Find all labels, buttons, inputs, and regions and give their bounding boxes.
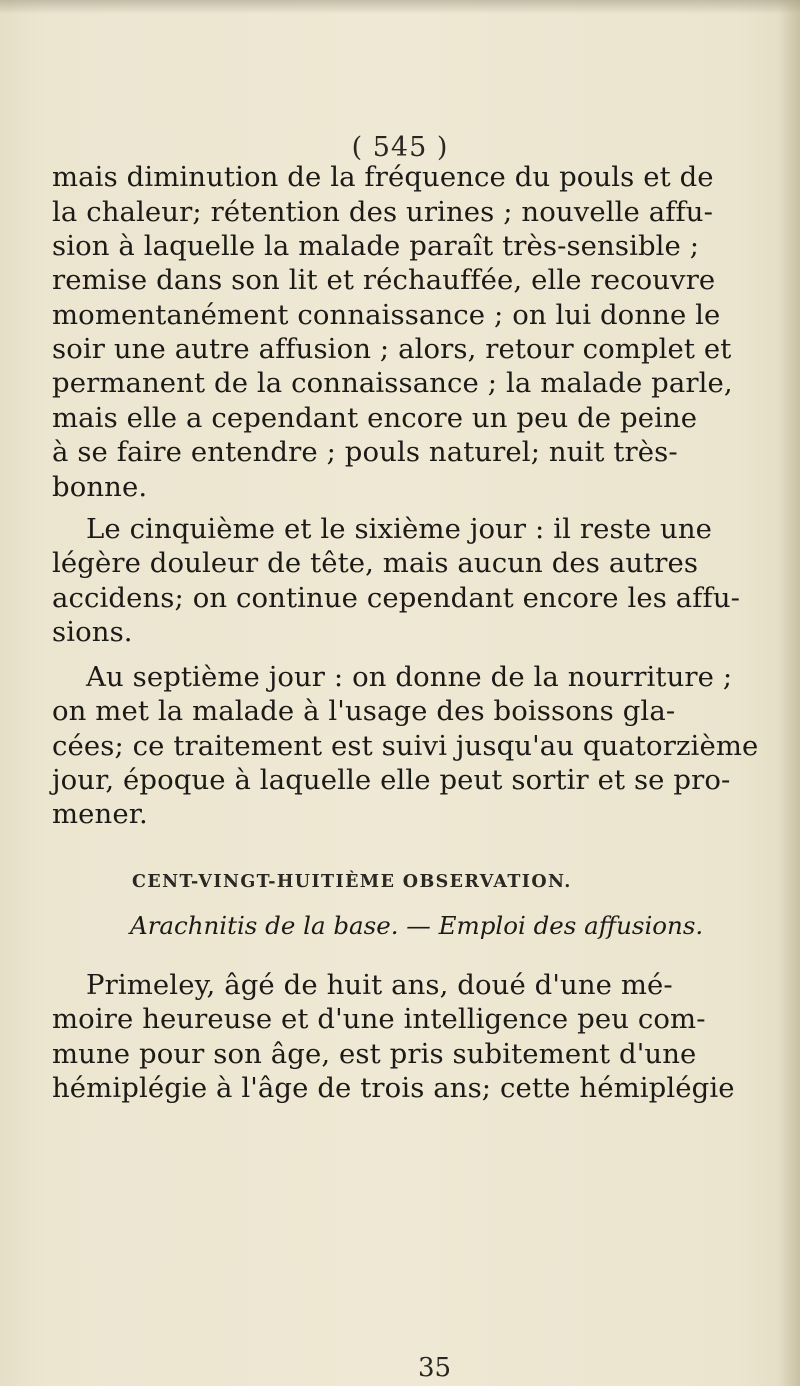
- text-line: momentanément connaissance ; on lui donne le: [52, 299, 721, 331]
- text-line: Au septième jour : on donne de la nourriture ;: [86, 661, 733, 693]
- text-line: sion à laquelle la malade paraît très-sensible ;: [52, 230, 700, 262]
- text-line: Le cinquième et le sixième jour : il reste une: [86, 513, 713, 545]
- text-line: sions.: [52, 616, 133, 648]
- text-line: bonne.: [52, 471, 148, 503]
- text-line: jour, époque à laquelle elle peut sortir et se pro-: [52, 764, 731, 796]
- text-line: accidens; on continue cependant encore les affu-: [52, 582, 741, 614]
- page-top-shadow: [0, 0, 800, 14]
- section-heading: CENT-VINGT-HUITIÈME OBSERVATION.: [132, 872, 572, 892]
- text-line: on met la malade à l'usage des boissons gla-: [52, 695, 676, 727]
- text-line: légère douleur de tête, mais aucun des autres: [52, 547, 699, 579]
- section-subtitle: Arachnitis de la base. — Emploi des affusions.: [130, 911, 704, 940]
- text-line: à se faire entendre ; pouls naturel; nuit très-: [52, 436, 678, 468]
- signature-mark: 35: [418, 1353, 452, 1383]
- text-line: mener.: [52, 798, 148, 830]
- text-line: cées; ce traitement est suivi jusqu'au quatorzième: [52, 730, 759, 762]
- text-line: permanent de la connaissance ; la malade parle,: [52, 367, 733, 399]
- text-line: moire heureuse et d'une intelligence peu com-: [52, 1003, 706, 1035]
- text-line: la chaleur; rétention des urines ; nouvelle affu-: [52, 196, 713, 228]
- page-right-edge: [778, 0, 800, 1386]
- page-number: ( 545 ): [351, 132, 449, 163]
- text-line: mais elle a cependant encore un peu de peine: [52, 402, 698, 434]
- text-line: soir une autre affusion ; alors, retour complet et: [52, 333, 732, 365]
- text-line: Primeley, âgé de huit ans, doué d'une mé-: [86, 969, 673, 1001]
- text-line: remise dans son lit et réchauffée, elle recouvre: [52, 264, 716, 296]
- text-line: hémiplégie à l'âge de trois ans; cette hémiplégie: [52, 1072, 735, 1104]
- text-line: mais diminution de la fréquence du pouls et de: [52, 161, 714, 193]
- text-line: mune pour son âge, est pris subitement d'une: [52, 1038, 697, 1070]
